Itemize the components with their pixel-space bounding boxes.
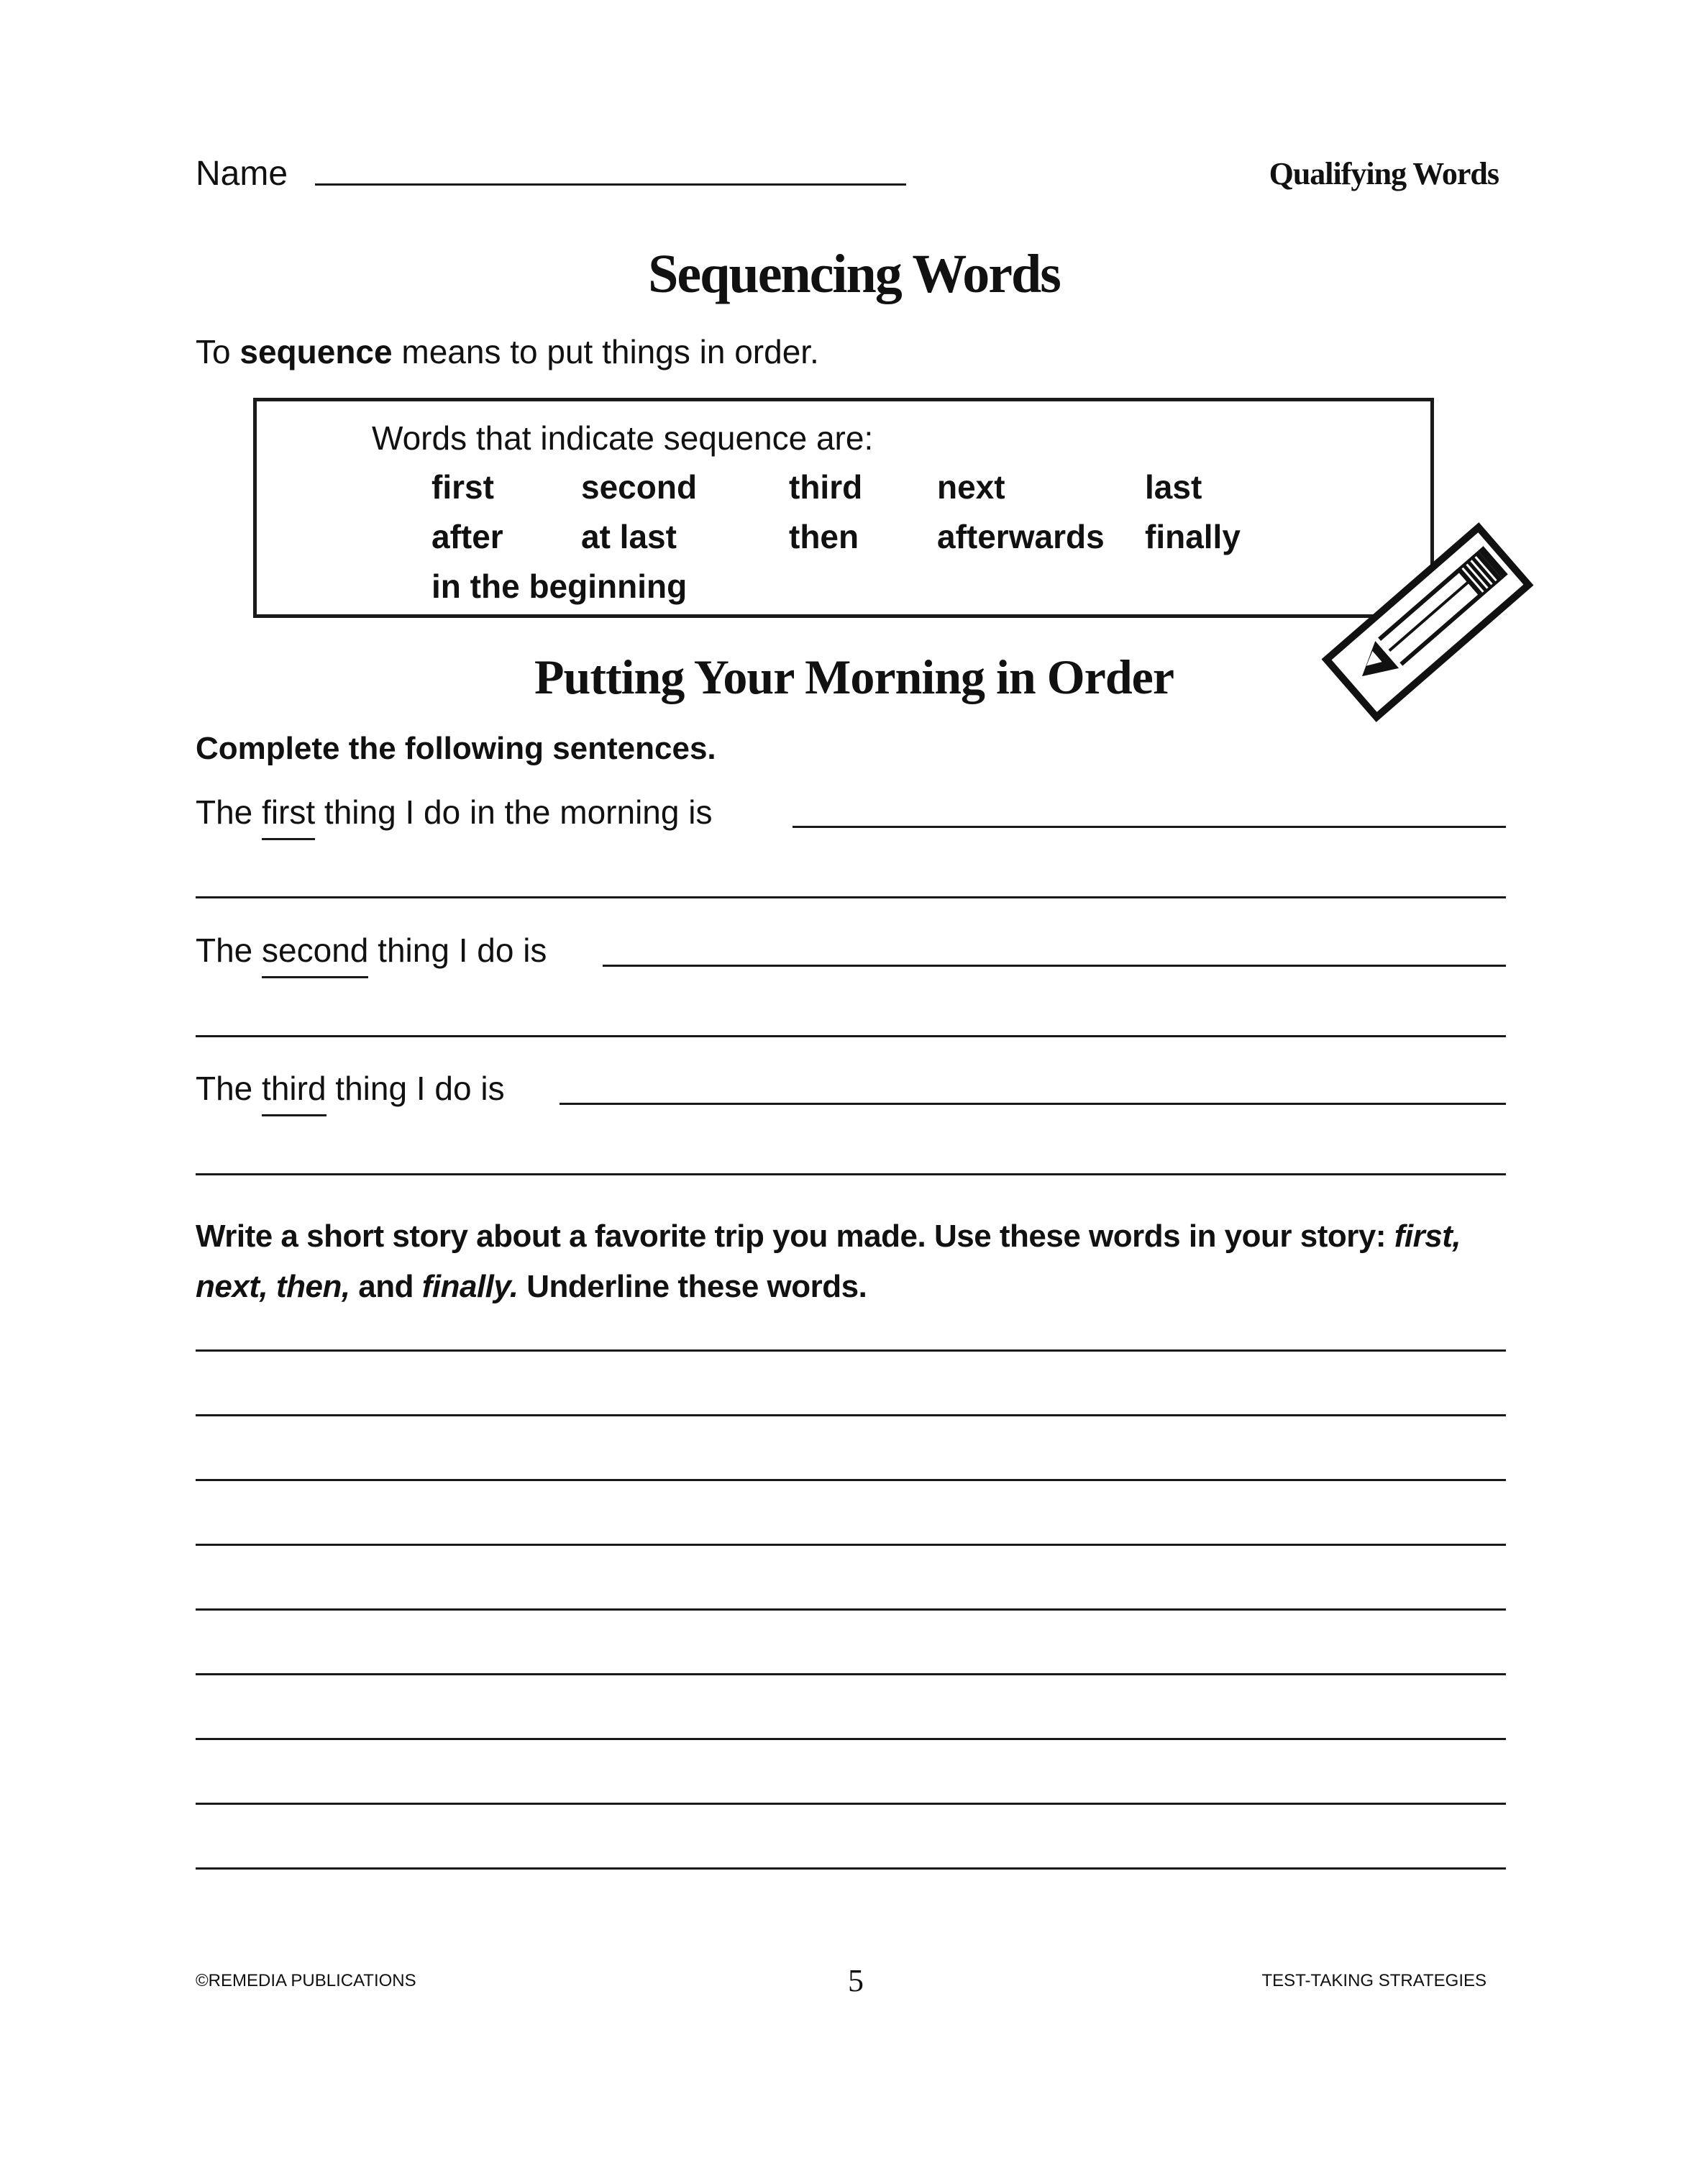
story-word-and: and [350,1269,422,1304]
page-number: 5 [848,1963,864,1998]
story-line[interactable] [196,1349,1506,1352]
word-first: first [431,468,494,506]
word-next: next [937,468,1005,506]
answer-line-second-b[interactable] [196,1035,1506,1037]
sentence-second-after: thing I do is [368,932,547,969]
sentence-second-before: The [196,932,262,969]
word-in-the-beginning: in the beginning [431,568,688,605]
story-line[interactable] [196,1738,1506,1740]
instruction-write-story [196,1211,1512,1312]
answer-line-third-a[interactable] [560,1103,1506,1105]
answer-line-second-a[interactable] [603,965,1506,967]
underlined-word-first: first [262,793,316,831]
sentence-first-after: thing I do in the morning is [315,793,713,831]
story-word-first: first, [1394,1219,1461,1254]
answer-line-third-b[interactable] [196,1173,1506,1175]
intro-prefix: To [196,333,240,370]
word-at-last: at last [581,518,677,555]
footer-publisher: ©REMEDIA PUBLICATIONS [196,1971,416,1990]
section-subtitle: Putting Your Morning in Order [534,650,1174,704]
word-second: second [581,468,698,506]
name-field-line[interactable] [315,183,906,186]
sentence-first [196,793,712,832]
answer-line-first-a[interactable] [793,826,1506,828]
word-last: last [1145,468,1202,506]
story-line[interactable] [196,1608,1506,1611]
name-label: Name [196,155,288,193]
underlined-word-third: third [262,1070,326,1107]
instruction-complete-sentences: Complete the following sentences. [196,731,716,766]
underlined-word-second: second [262,932,369,969]
sentence-third-after: thing I do is [326,1070,505,1107]
footer-book-title: TEST-TAKING STRATEGIES [1261,1971,1486,1990]
story-instruction-text: Write a short story about a favorite trip you made. Use these words in your story: [196,1219,1394,1254]
story-line[interactable] [196,1673,1506,1675]
word-then: then [789,518,859,555]
story-word-then: then, [275,1269,350,1304]
intro-suffix: means to put things in order. [392,333,819,370]
intro-term: sequence [239,333,393,370]
story-line[interactable] [196,1544,1506,1546]
word-finally: finally [1145,518,1241,555]
story-line[interactable] [196,1867,1506,1870]
word-afterwards: afterwards [937,518,1105,555]
sentence-second [196,931,547,970]
section-header: Qualifying Words [1269,156,1499,191]
story-line[interactable] [196,1479,1506,1481]
story-line[interactable] [196,1414,1506,1416]
sentence-third [196,1069,505,1108]
story-instruction-end: Underline these words. [518,1269,867,1304]
word-box-heading: Words that indicate sequence are: [372,419,874,457]
word-after: after [431,518,503,555]
sentence-first-before: The [196,793,262,831]
story-word-next: next, [196,1269,268,1304]
story-line[interactable] [196,1803,1506,1805]
sentence-third-before: The [196,1070,262,1107]
answer-line-first-b[interactable] [196,896,1506,898]
story-word-finally: finally. [421,1269,519,1304]
page-title: Sequencing Words [648,244,1060,304]
word-third: third [789,468,863,506]
intro-text [196,332,819,371]
